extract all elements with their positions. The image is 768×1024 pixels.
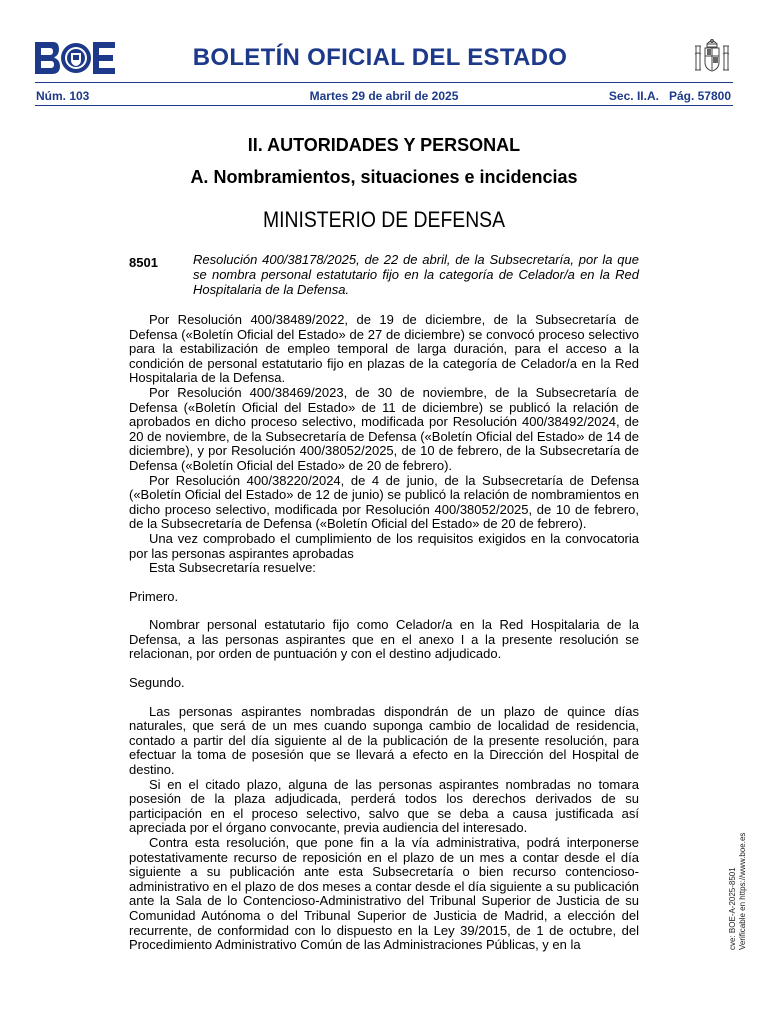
bulletin-date: Martes 29 de abril de 2025 xyxy=(309,89,459,103)
paragraph: Nombrar personal estatutario fijo como Celador/a en la Red Hospitalaria de la Defensa, a las personas aspirantes que en el anexo I a la presente resolución se relacionan, por orden de puntuación y con el destino adjudicado. xyxy=(129,617,639,662)
subsection-heading: A. Nombramientos, situaciones e incidencias xyxy=(190,167,578,187)
resolution-body xyxy=(129,313,639,953)
paragraph: Por Resolución 400/38489/2022, de 19 de diciembre, de la Subsecretaría de Defensa («Boletín Oficial del Estado» de 27 de diciembre) se convocó proceso selectivo para la estabilización de empleo temporal de larga duración, para el acceso a la condición de personal estatutario fijo en plazas de la categoría de Celador/a en la Red Hospitalaria de la Defensa. xyxy=(129,312,639,386)
header-rule xyxy=(35,82,733,83)
verification-note xyxy=(728,833,748,950)
paragraph: Contra esta resolución, que pone fin a la vía administrativa, podrá interponerse potestativamente recurso de reposición en el plazo de un mes a contar desde el día siguiente a su publicación ante esta Subsecretaría o bien recurso contencioso-administrativo en el plazo de dos meses a contar desde el día siguiente a su publicación ante la Sala de lo Contencioso-Administrativo del Tribunal Superior de Justicia de su Comunidad Autónoma o del Tribunal Superior de Justicia de Madrid, a elección del recurrente, de conformidad con lo dispuesto en la Ley 39/2015, de 1 de octubre, del Procedimiento Administrativo Común de las Administraciones Públicas, y en la xyxy=(129,835,639,953)
resolution-title: Resolución 400/38178/2025, de 22 de abril, de la Subsecretaría, por la que se nombra personal estatutario fijo en la categoría de Celador/a en la Red Hospitalaria de la Defensa. xyxy=(193,252,639,297)
paragraph: Por Resolución 400/38469/2023, de 30 de noviembre, de la Subsecretaría de Defensa («Boletín Oficial del Estado» de 11 de diciembre) se publicó la relación de aprobados en dicho proceso selectivo, modificada por Resolución 400/38492/2024, de 20 de noviembre, de la Subsecretaría de Defensa («Boletín Oficial del Estado» de 14 de diciembre), y por Resolución 400/38052/2025, de 10 de febrero, de la Subsecretaría de Defensa («Boletín Oficial del Estado» de 20 de febrero). xyxy=(129,384,639,473)
paragraph: Esta Subsecretaría resuelve: xyxy=(149,560,316,576)
paragraph: Si en el citado plazo, alguna de las personas aspirantes nombradas no tomara posesión de la plaza adjudicada, perderá todos los derechos derivados de su participación en el proceso selectivo, salvo que se deba a causa justificada así apreciada por el órgano convocante, previa audiencia del interesado. xyxy=(129,776,639,836)
section-page: Sec. II.A. Pág. 57800 xyxy=(608,89,731,103)
paragraph: Por Resolución 400/38220/2024, de 4 de junio, de la Subsecretaría de Defensa («Boletín Oficial del Estado» de 12 de junio) se publicó la relación de nombramientos en dicho proceso selectivo, modificada por Resolución 400/38052/2025, de 10 de febrero, de la Subsecretaría de Defensa («Boletín Oficial del Estado» de 20 de febrero). xyxy=(129,472,639,532)
bulletin-title: BOLETÍN OFICIAL DEL ESTADO xyxy=(192,44,568,71)
coat-of-arms-icon xyxy=(691,36,733,78)
header-rule-bottom xyxy=(35,105,733,106)
paragraph: Las personas aspirantes nombradas dispondrán de un plazo de quince días naturales, que será de un mes cuando suponga cambio de localidad de residencia, contado a partir del día siguiente al de la publicación de la presente resolución, para efectuar la toma de posesión que se llevará a efecto en la Dirección del Hospital de destino. xyxy=(129,703,639,778)
boe-logo xyxy=(35,42,115,74)
cve-code: cve: BOE-A-2025-8501 xyxy=(728,867,737,950)
ministry-heading: MINISTERIO DE DEFENSA xyxy=(262,207,506,232)
article-label-segundo: Segundo. xyxy=(129,675,185,691)
resolution-number: 8501 xyxy=(129,255,158,270)
section-heading: II. AUTORIDADES Y PERSONAL xyxy=(247,135,521,155)
paragraph: Una vez comprobado el cumplimiento de los requisitos exigidos en la convocatoria por las personas aspirantes aprobadas xyxy=(129,530,639,561)
verification-url: Verificable en https://www.boe.es xyxy=(738,832,747,950)
bulletin-number: Núm. 103 xyxy=(36,89,90,103)
article-label-primero: Primero. xyxy=(129,588,179,604)
